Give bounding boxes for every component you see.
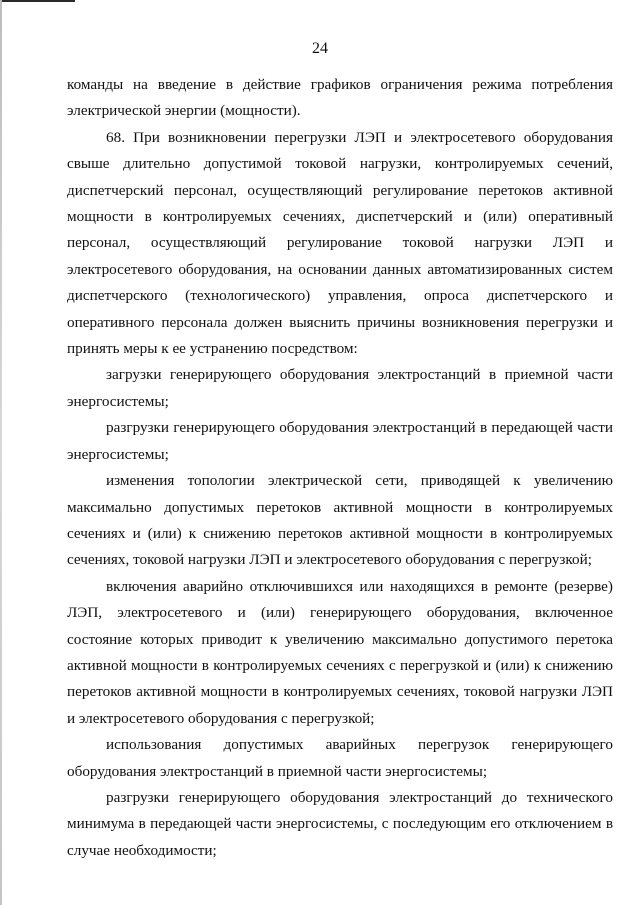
list-item-topology-change: изменения топологии электрической сети, приводящей к увеличению максимально допустимых перетоков активной мощности в контролируемых сечениях и (или) к снижению перетоков активной мощности в контролируемых сечениях, токовой нагрузки ЛЭП и электросетевого оборудования с перегрузкой;: [67, 472, 613, 569]
paragraph-68: 68. При возникновении перегрузки ЛЭП и электросетевого оборудования свыше длительно допустимой токовой нагрузки, контролируемых сечений, диспетчерский персонал, осуществляющий регулирование перетоков активной мощности в контролируемых сечениях, диспетчерский и (или) оперативный персонал, осуществляющий регулирование токовой нагрузки ЛЭП и электросетевого оборудования, на основании данных автоматизированных систем диспетчерского (технологического) управления, опроса диспетчерского и оперативного персонала должен выяснить причины возникновения перегрузки и принять меры к ее устранению посредством:: [67, 128, 613, 358]
list-item-technical-minimum: разгрузки генерирующего оборудования электростанций до технического минимума в передающей части энергосистемы, с последующим его отключением в случае необходимости;: [67, 788, 613, 859]
paragraph-continuation: команды на введение в действие графиков ограничения режима потребления электрической энергии (мощности).: [67, 76, 613, 120]
scan-edge-left: [0, 0, 2, 905]
list-item-load-generation: загрузки генерирующего оборудования электростанций в приемной части энергосистемы;: [67, 366, 613, 410]
list-item-emergency-overload: использования допустимых аварийных перегрузок генерирующего оборудования электростанций в приемной части энергосистемы;: [67, 736, 613, 780]
list-item-switch-on-equipment: включения аварийно отключившихся или находящихся в ремонте (резерве) ЛЭП, электросетевого и (или) генерирующего оборудования, включенное состояние которых приводит к увеличению максимально допустимого перетока активной мощности в контролируемых сечениях с перегрузкой и (или) к снижению перетоков активной мощности в контролируемых сечениях, токовой нагрузки ЛЭП и электросетевого оборудования с перегрузкой;: [67, 577, 613, 727]
page-number: 24: [312, 40, 328, 57]
list-item-unload-generation: разгрузки генерирующего оборудования электростанций в передающей части энергосистемы;: [67, 419, 613, 463]
document-body: [67, 72, 613, 864]
scan-edge-top: [0, 0, 75, 2]
